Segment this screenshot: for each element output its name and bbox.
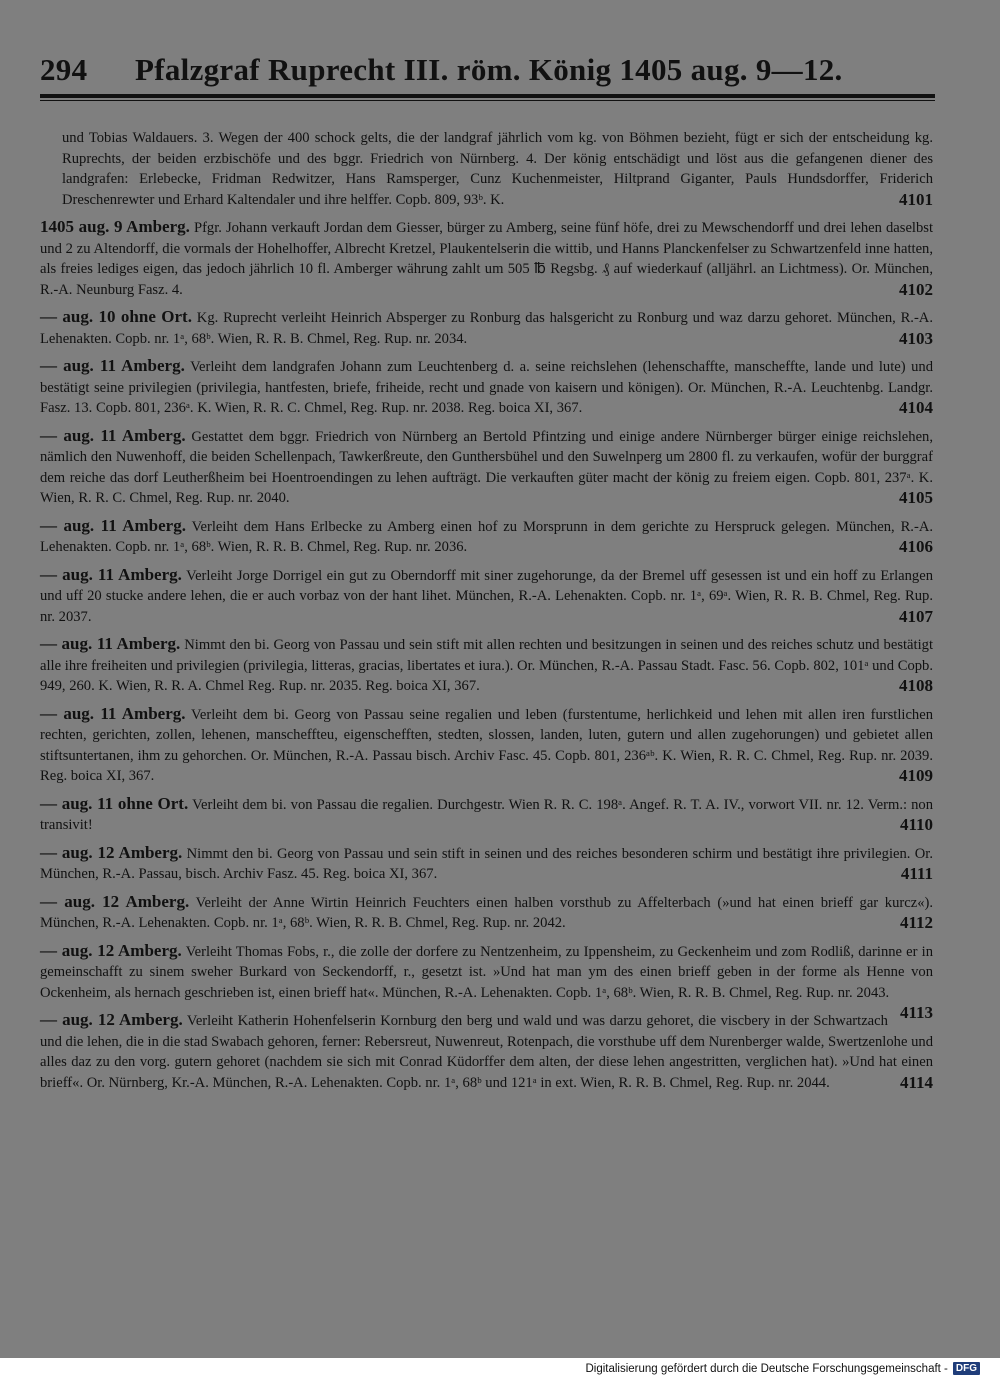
entry-text: Nimmt den bi. Georg von Passau und sein stift mit allen rechten und besitzungen in seinen und des reiches schutz und bestätigt alle ihre freiheiten und privilegien (privilegia, litteras, gracias, libertates et iura.). Or. München, R.-A. Passau Stadt. Fasc. 56. Copb. 802, 101ᵃ und Copb. 949, 260. K. Wien, R. R. A. Chmel Reg. Rup. nr. 2035. Reg. boica XI, 367.: [40, 637, 933, 694]
entry-text: Verleiht Katherin Hohenfelserin Kornburg den berg und wald und was darzu gehoret, die viscbery in der Schwartzach und die lehen, die in die stad Swabach gehoren, ferner: Rebersreut, Nuwenreut, Rotenpach, die vorsthube uff dem Nurenberger walde, Swertzenlohe und alles daz zu den vorg. gutern gehoret (nachdem sie sich mit Conrad Küdorffer dem alten, der diese lehen angestritten, verglichen hat). »Und hat einen brieff«. Or. Nürnberg, Kr.-A. München, R.-A. Lehenakten. Copb. nr. 1ᵃ, 68ᵇ und 121ᵃ in ext. Wien, R. R. B. Chmel, Reg. Rup. nr. 2044.: [40, 1013, 933, 1091]
header-rule-thick: [40, 94, 935, 98]
regest-entry: [40, 356, 933, 419]
entry-date: — aug. 12 Amberg.: [40, 940, 182, 960]
regest-entry: [40, 704, 933, 787]
regest-entry: [40, 794, 933, 836]
regest-entry: [40, 516, 933, 558]
entry-date: — aug. 11 Amberg.: [40, 515, 186, 535]
entry-text: Verleiht Thomas Fobs, r., die zolle der dorfere zu Nentzenheim, zu Ippensheim, zu Geckenheim und zom Rodliß, darinne er in gemeinschafft zu sinem sweher Burkard von Seckendorff, r., gesetzt ist. »Und hat man ym des einen brieff geben in der forme als Henne von Ockenheim, als hernach geschrieben ist, einen brieff hat«. München, R.-A. Lehenakten. Copb. 1ᵃ, 68ᵇ. Wien, R. R. B. Chmel, Reg. Rup. nr. 2043.: [40, 943, 934, 1001]
entry-date: — aug. 11 Amberg.: [40, 564, 182, 584]
entry-text: Nimmt den bi. Georg von Passau und sein stift in seinen und des reiches besonderen schirm und bestätigt ihre privilegien. Or. München, R.-A. Passau, bisch. Archiv Fasz. 45. Reg. boica XI, 367.: [40, 845, 934, 882]
entry-date: 1405 aug. 9 Amberg.: [40, 217, 190, 236]
entry-text: Verleiht dem landgrafen Johann zum Leuchtenberg d. a. seine reichslehen (lehenschaffte, manscheffte, lande und lute) und bestätigt seine privilegien (privilegia, hantfesten, briefe, friheide, recht und gnade von kaisern und königen). Or. München, R.-A. Leuchtenbg. Landgr. Fasz. 13. Copb. 801, 236ᵃ. K. Wien, R. R. C. Chmel, Reg. Rup. nr. 2038. Reg. boica XI, 367.: [40, 359, 934, 416]
page-header: [40, 52, 940, 92]
entry-text: Verleiht dem bi. Georg von Passau seine regalien und leben (furstentume, herlichkeid und lehen mit allen iren furstlichen rechten, gerichten, zollen, lehenen, manscheffteu, eigenschefften, stedten, slossen, landen, luten, gutern und allen zugehorungen) und gebietet allen stiftsuntertanen, ihm zu gehorchen. Or. München, R.-A. Passau bisch. Archiv Fasc. 45. Copb. 801, 236ᵃᵇ. K. Wien, R. R. C. Chmel, Reg. Rup. nr. 2039. Reg. boica XI, 367.: [40, 706, 933, 784]
entry-number: 4104: [899, 398, 933, 417]
entry-number: 4101: [899, 189, 933, 209]
entry-date: — aug. 11 Amberg.: [40, 634, 181, 653]
entry-date: — aug. 11 ohne Ort.: [40, 793, 189, 813]
entry-text: Verleiht der Anne Wirtin Heinrich Feuchters einen halben vorsthub zu Affelterbach (»und hat einen brieff gar kurcz«). München, R.-A. Lehenakten. Copb. nr. 1ᵃ, 68ᵇ. Wien, R. R. B. Chmel, Reg. Rup. nr. 2042.: [40, 894, 934, 931]
entry-number: 4114: [899, 1072, 933, 1092]
entry-date: — aug. 12 Amberg.: [40, 1010, 183, 1029]
entry-date: — aug. 12 Amberg.: [40, 891, 190, 911]
entry-text: Verleiht Jorge Dorrigel ein gut zu Oberndorff mit siner zugehorunge, da der Bremel uff gesessen ist und ein hoff zu Erlangen und uff 20 stucke andere lehen, die er auch vorbaz von der hant lihet. München, R.-A. Lehenakten. Copb. nr. 1ᵃ, 69ᵃ. Wien, R. R. B. Chmel, Reg. Rup. nr. 2037.: [40, 567, 933, 625]
entry-number: 4103: [899, 328, 933, 348]
page-title: Pfalzgraf Ruprecht III. röm. König 1405 aug. 9—12.: [135, 52, 843, 87]
entry-number: 4106: [899, 537, 933, 556]
dfg-logo: DFG: [953, 1362, 980, 1375]
entry-number: 4110: [899, 815, 933, 834]
entry-number: 4102: [899, 279, 933, 299]
entry-number: 4105: [899, 488, 933, 507]
entry-date: — aug. 11 Amberg.: [40, 703, 186, 723]
footer-text: Digitalisierung gefördert durch die Deutsche Forschungsgemeinschaft -: [585, 1362, 948, 1375]
entry-number: 4113: [899, 1003, 933, 1022]
regest-entry: [40, 128, 933, 210]
entry-text: Verleiht dem Hans Erlbecke zu Amberg einen hof zu Morsprunn in dem gerichte zu Herspruck gelegen. München, R.-A. Lehenakten. Copb. nr. 1ᵃ, 68ᵇ. Wien, R. R. B. Chmel, Reg. Rup. nr. 2036.: [40, 518, 934, 555]
regest-entry: [40, 565, 933, 628]
entry-number: 4109: [899, 766, 933, 785]
entry-date: — aug. 12 Amberg.: [40, 842, 183, 862]
regest-list: [40, 128, 933, 1100]
entry-text: Verleiht dem bi. von Passau die regalien. Durchgestr. Wien R. R. C. 198ᵃ. Angef. R. T. A. IV., vorwort VII. nr. 12. Verm.: non transivit!: [40, 796, 934, 833]
regest-entry: [40, 307, 933, 349]
entry-number: 4107: [899, 606, 933, 626]
entry-text: Gestattet dem bggr. Friedrich von Nürnberg an Bertold Pfintzing und einige andere Nürnberger bürger einige reichslehen, nämlich den Nuwenhoff, die beiden Schellenpach, Tawkerßreute, den Gunthersbühel und den Suwelnperg um 2800 fl. zu verkaufen, wofür der burggraf dem reiche das dorf Leutherßheim bei Hoentroendingen zu lehen aufträgt. Die verkauften güter macht der könig zu freiem eigen. Copb. 801, 237ᵃ. K. Wien, R. R. C. Chmel, Reg. Rup. nr. 2040.: [40, 428, 933, 506]
regest-entry: [40, 892, 933, 934]
page-number: 294: [40, 52, 88, 87]
entry-number: 4108: [899, 676, 933, 695]
entry-number: 4112: [899, 913, 933, 932]
regest-entry: [40, 940, 934, 1022]
entry-number: 4111: [900, 864, 933, 883]
regest-entry: [40, 634, 933, 697]
regest-entry: [40, 217, 933, 300]
header-rule-thin: [40, 100, 935, 101]
regest-entry: [40, 426, 933, 509]
entry-date: — aug. 11 Amberg.: [40, 425, 186, 445]
funding-footer: [585, 1362, 980, 1375]
entry-date: — aug. 10 ohne Ort.: [40, 307, 192, 326]
entry-text: Pfgr. Johann verkauft Jordan dem Giesser, bürger zu Amberg, seine fünf höfe, drei zu Mewschendorff und drei lehen daselbst und 2 zu Altendorff, die vormals der Hohelhoffer, Albrecht Kretzel, Plaukentelserin die wittib, und Hanns Planckenfelser zu Schwartzenfeld inne hatten, als freies lediges eigen, das jedoch jährlich 10 fl. Amberger währung zahlt um 505 ℔ Regsbg. ₰ auf wiederkauf (alljährl. an Lichtmess). Or. München, R.-A. Neunburg Fasz. 4.: [40, 220, 934, 298]
regest-entry: [40, 1010, 933, 1093]
regest-entry: [40, 843, 933, 885]
entry-text: und Tobias Waldauers. 3. Wegen der 400 schock gelts, die der landgraf jährlich vom kg. von Böhmen bezieht, fügt er sich der entscheidung kg. Ruprechts, der beiden erzbischöfe und des bggr. Friedrich von Nürnberg. 4. Der könig entschädigt und löst aus die gefangenen diener des landgrafen: Erlebecke, Fridman Redwitzer, Hans Ramsperger, Cunz Kuchenmeister, Hiltprand Giganter, Pauls Hundsdorffer, Friderich Dreschenrewter und Erhard Kaltendaler und ihre helffer. Copb. 809, 93ᵇ. K.: [62, 130, 933, 208]
entry-date: — aug. 11 Amberg.: [40, 356, 185, 375]
entry-text: Kg. Ruprecht verleiht Heinrich Absperger zu Ronburg das halsgericht zu Ronburg und waz darzu gehoret. München, R.-A. Lehenakten. Copb. nr. 1ᵃ, 68ᵇ. Wien, R. R. B. Chmel, Reg. Rup. nr. 2034.: [40, 310, 933, 347]
